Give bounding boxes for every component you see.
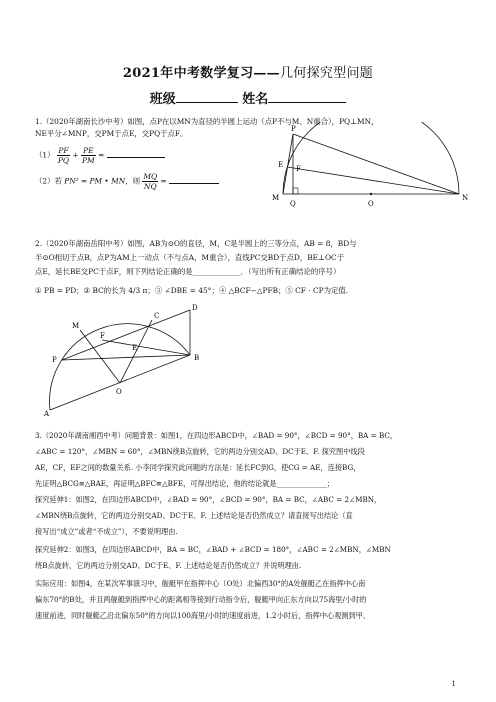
label-q: Q bbox=[290, 200, 296, 208]
q1-line2: NE平分∠MNP，交PM于点E，交PQ于点F。 bbox=[35, 129, 188, 138]
equals-sign: = bbox=[160, 176, 167, 186]
page-number: 1 bbox=[451, 680, 456, 688]
class-label: 班级 bbox=[149, 92, 176, 107]
q1-part1-label: （1） bbox=[35, 150, 55, 160]
label-f: F bbox=[296, 165, 301, 173]
right-angle-mark bbox=[293, 188, 298, 194]
label-o: O bbox=[116, 388, 122, 396]
frac-den: PM bbox=[81, 156, 95, 165]
q1-part1 bbox=[35, 146, 265, 165]
label-e: E bbox=[132, 344, 138, 352]
semicircle-arc bbox=[50, 324, 190, 410]
label-d: D bbox=[192, 304, 198, 312]
label-f: F bbox=[100, 332, 105, 340]
q1-fraction-mq-nq bbox=[142, 172, 158, 191]
segment-bef bbox=[102, 340, 190, 355]
frac-den: PQ bbox=[57, 156, 70, 165]
q1-part2-label: （2）若 bbox=[35, 176, 62, 186]
segment-mp bbox=[283, 134, 293, 194]
frac-num: PE bbox=[81, 146, 96, 156]
frac-den: NQ bbox=[143, 182, 157, 191]
label-e: E bbox=[278, 161, 284, 169]
class-blank[interactable] bbox=[176, 90, 238, 103]
class-name-line bbox=[0, 88, 496, 107]
q1-fraction-pe-pm bbox=[81, 146, 96, 165]
label-c: C bbox=[154, 312, 160, 320]
label-p: P bbox=[291, 125, 296, 133]
label-p: P bbox=[52, 356, 57, 364]
plus-sign: + bbox=[72, 150, 79, 160]
name-blank[interactable] bbox=[268, 90, 346, 103]
q3-line4: 先证明△BCG≌△BAE，再证明△BFC≌△BFE，可得出结论，他的结论就是______________； bbox=[35, 479, 335, 488]
q3-line6: ∠MBN绕B点旋转，它的两边分别交AD、DC于E、F. 上述结论是否仍然成立？请直接写出结论（直 bbox=[35, 511, 353, 520]
label-a: A bbox=[44, 410, 50, 418]
equals-sign: = bbox=[98, 150, 105, 160]
frac-num: MQ bbox=[143, 172, 158, 181]
label-m: M bbox=[272, 194, 280, 202]
q2-line2: 半⊙O相切于点B，点P为AM上一动点（不与点A，M重合），直线PC交BD于点D，BE⊥OC于 bbox=[35, 253, 345, 262]
segment-ne bbox=[287, 167, 459, 194]
q1-part2 bbox=[35, 172, 265, 191]
q3-line10: 实际应用：如图4，在某次军事演习中，舰艇甲在指挥中心（O处）北偏西30°的A处舰艇乙在指挥中心南 bbox=[35, 579, 366, 588]
q1-part2-condition: PN² = PM • MN bbox=[64, 176, 126, 186]
q3-line3: AE，CF，EF之间的数量关系. 小李同学探究此问题的方法是：延长FC到G，使CG = AE，连接BG， bbox=[35, 463, 361, 472]
q1-part2-answer-blank[interactable] bbox=[169, 174, 219, 184]
q1-part2-then: ，则 bbox=[125, 176, 140, 186]
label-o: O bbox=[368, 200, 374, 208]
q1-figure bbox=[265, 122, 470, 212]
q3-line2: ∠ABC = 120°，∠MBN = 60°，∠MBN绕B点旋转，它的两边分别交AD、DC于E、F. 探究图中线段 bbox=[35, 447, 365, 456]
label-m: M bbox=[72, 322, 80, 330]
q1-line1: 1.（2020年湖南长沙中考）如图，点P在以MN为直径的半圆上运动（点P不与M、N重合），PQ⊥MN， bbox=[35, 117, 379, 126]
label-n: N bbox=[462, 194, 469, 202]
q3-line12: 速度前进，同时舰艇乙沿北偏东50°的方向以100海里/小时的速度前进，1.2小时后，指挥中心观测到甲、 bbox=[35, 611, 371, 620]
center-point-o bbox=[370, 193, 372, 195]
q1-part1-answer-blank[interactable] bbox=[107, 148, 165, 158]
line-pcd bbox=[62, 310, 190, 360]
q3-line5: 探究延伸1：如图2，在四边形ABCD中，∠BAD = 90°，∠BCD = 90°，BA = BC，∠ABC = 2∠MBN， bbox=[35, 495, 382, 504]
q3-line8: 探究延伸2：如图3，在四边形ABCD中，BA = BC，∠BAD + ∠BCD = 180°，∠ABC = 2∠MBN，∠MBN bbox=[35, 545, 391, 554]
q3-line9: 绕B点旋转，它的两边分别交AD、DC于E、F. 上述结论是否仍然成立？并说明理由. bbox=[35, 561, 302, 570]
segment-pb bbox=[62, 355, 190, 360]
q2-figure bbox=[40, 300, 220, 420]
q3-line7: 接写出“成立”或者“不成立”），不要说明理由. bbox=[35, 527, 178, 536]
title-topic: 几何探究型问题 bbox=[279, 66, 374, 81]
title-main: 2021年中考数学复习—— bbox=[122, 66, 280, 81]
semicircle-arc bbox=[283, 122, 459, 194]
q3-line11: 偏东70°的B处，并且两舰艇到指挥中心的距离相等接到行动指令后，舰艇甲向正东方向以75海里/小时的 bbox=[35, 595, 367, 604]
name-label: 姓名 bbox=[242, 92, 269, 107]
q3-line1: 3.（2020年湖南湘西中考）问题背景：如图1，在四边形ABCD中，∠BAD = 90°，∠BCD = 90°，BA = BC， bbox=[35, 431, 398, 440]
q2-line4: ① PB = PD；② BC的长为 4/3 π；③ ∠DBE = 45°；④ △BCF∽△PFB；⑤ CF · CP为定值. bbox=[35, 286, 349, 295]
segment-pn bbox=[293, 134, 459, 194]
page-title bbox=[0, 62, 496, 81]
frac-num: PF bbox=[58, 146, 69, 155]
q2-line3: 点E，延长BE交PC于点F，则下列结论正确的是_____________．（写出所有正确结论的序号） bbox=[35, 267, 341, 276]
q2-line1: 2.（2020年湖南岳阳中考）如图，AB为⊙O的直径，M，C是半圆上的三等分点，AB = 8，BD与 bbox=[35, 239, 357, 248]
label-b: B bbox=[194, 354, 200, 362]
q1-fraction-pf-pq bbox=[57, 146, 70, 165]
